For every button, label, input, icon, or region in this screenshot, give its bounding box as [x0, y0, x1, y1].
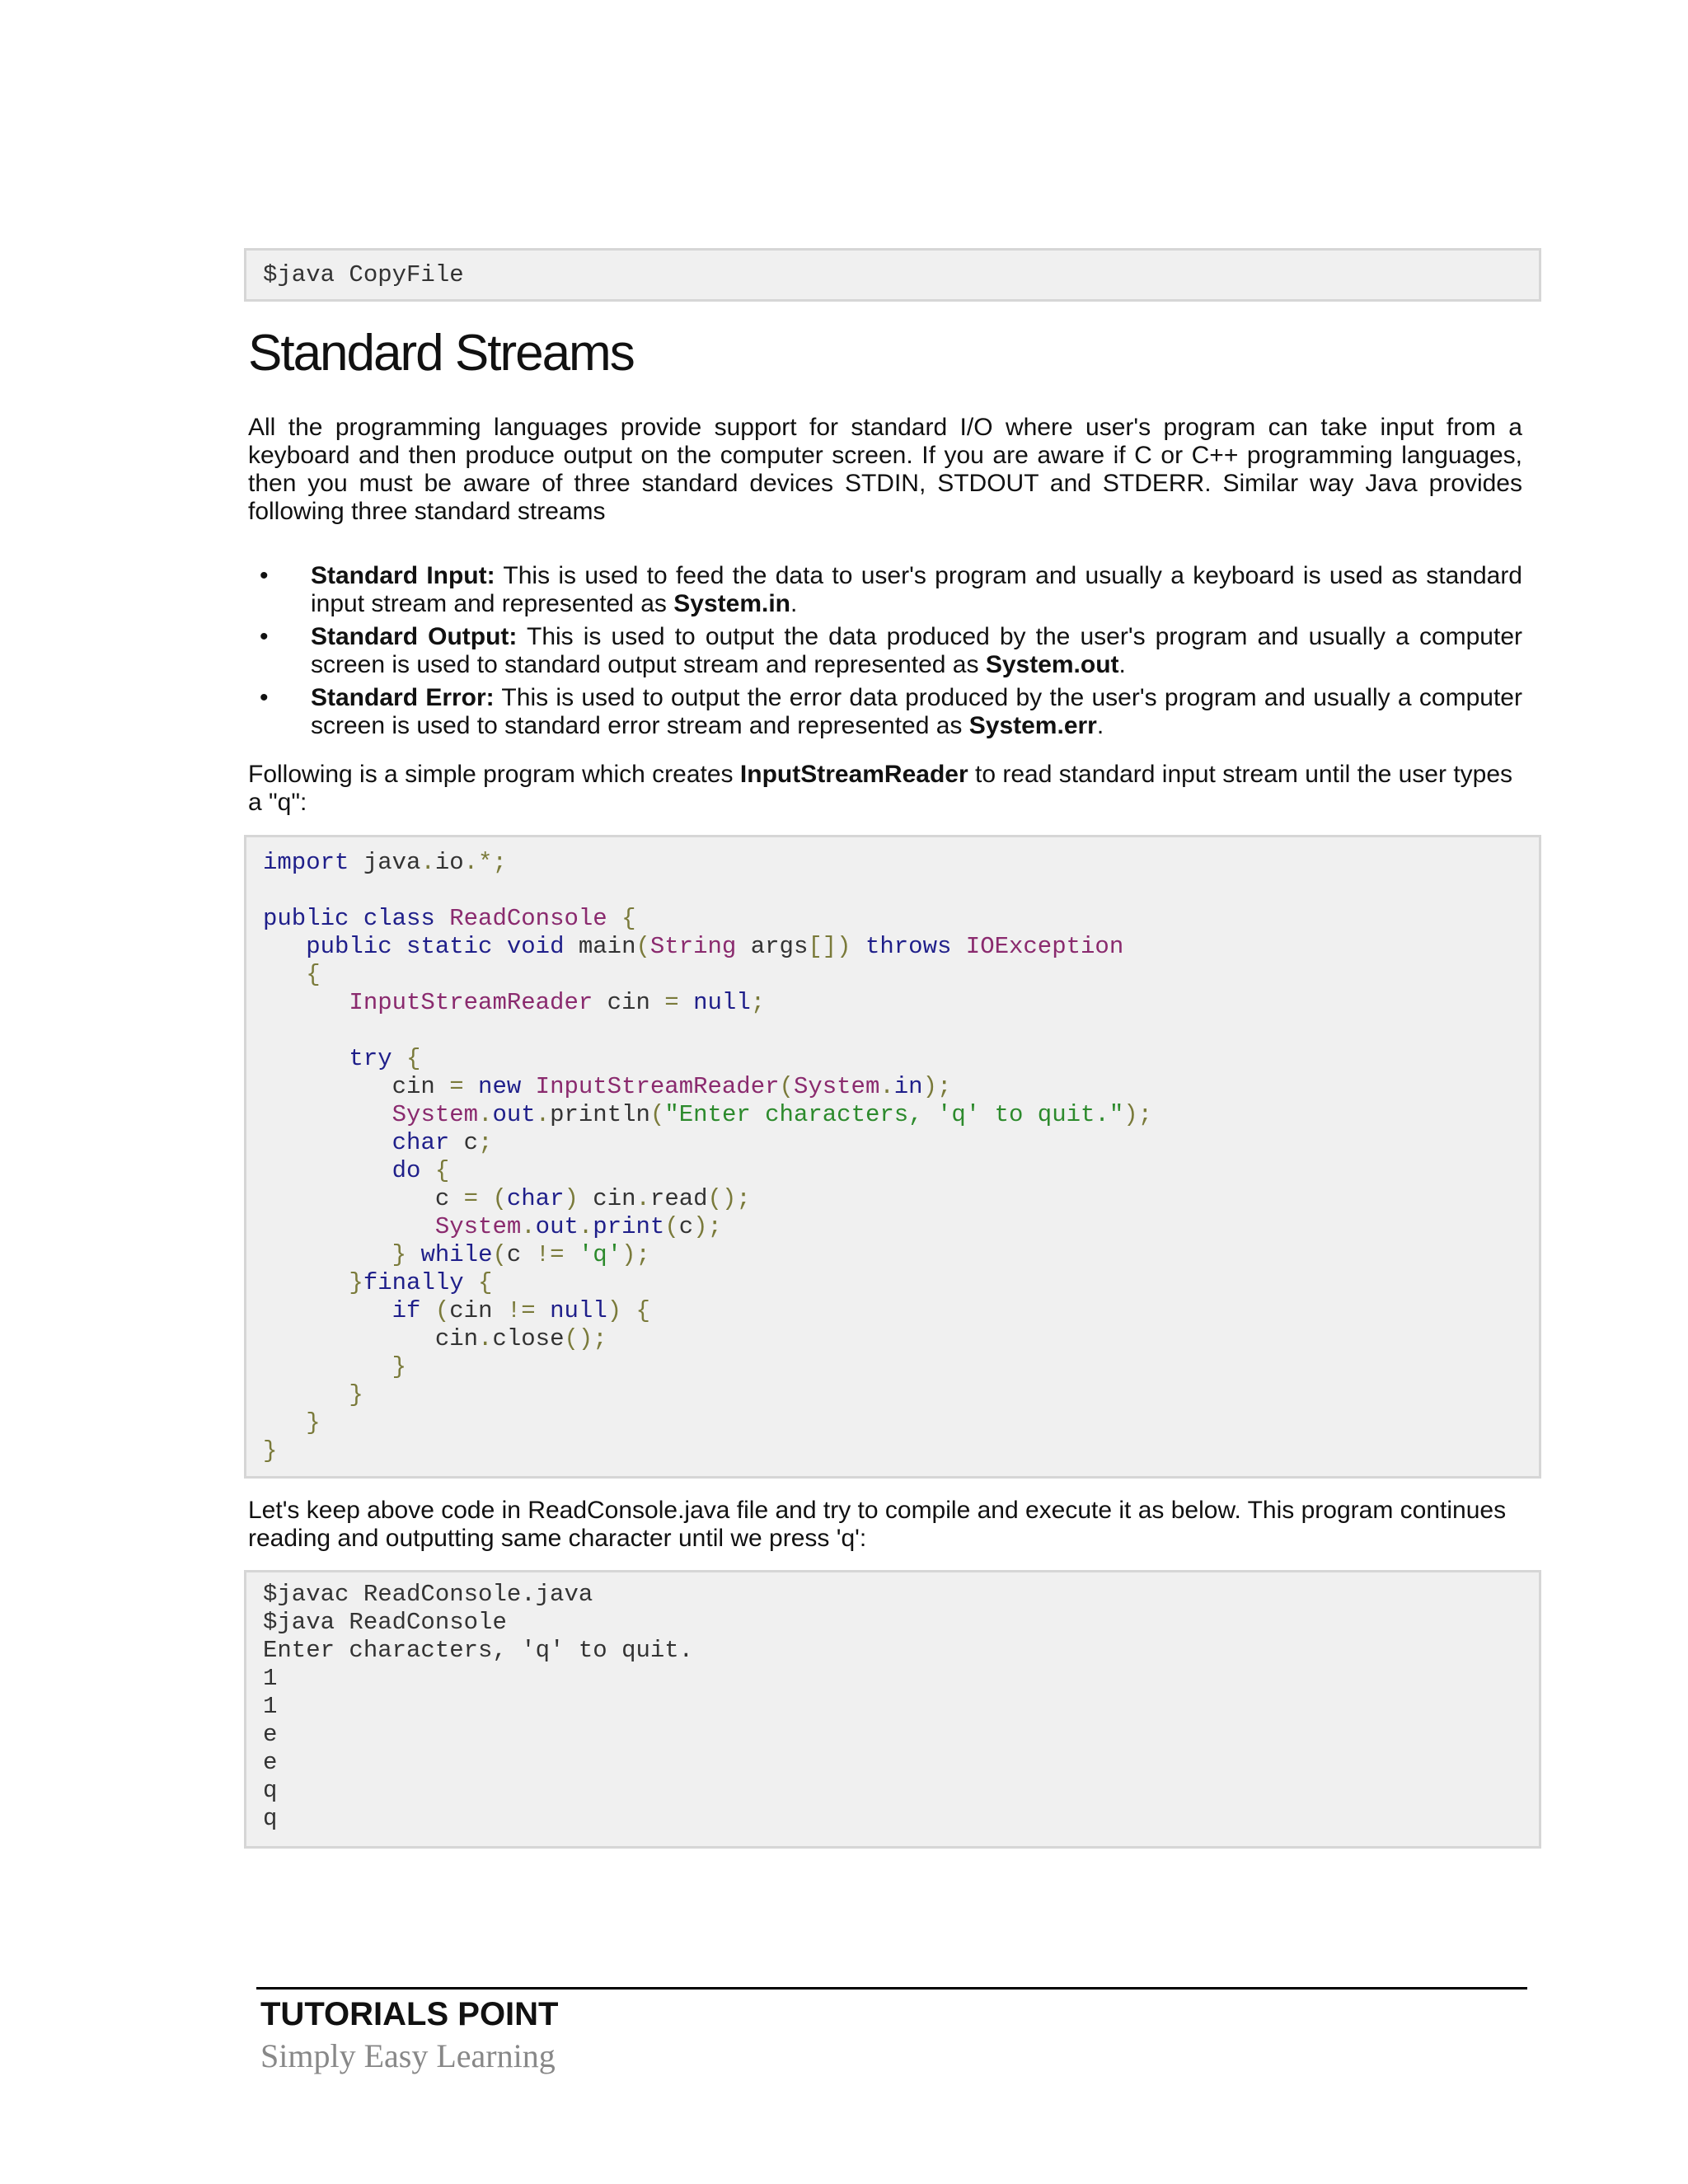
- code-token: char: [506, 1185, 565, 1212]
- code-token: java: [349, 849, 421, 876]
- code-token: cin: [578, 1185, 636, 1212]
- code-line: [263, 1185, 1152, 1213]
- code-token: c: [678, 1213, 694, 1240]
- code-line: [263, 1353, 1152, 1381]
- code-token: }: [392, 1353, 407, 1380]
- code-line: [263, 1409, 1152, 1437]
- output-text: $javac ReadConsole.java $java ReadConsole Enter characters, 'q' to quit. 1 1 e e q q: [263, 1581, 694, 1832]
- code-line: [263, 1129, 1152, 1157]
- code-token: {: [392, 1045, 421, 1072]
- code-token: IOException: [965, 933, 1124, 960]
- code-token: [263, 1129, 392, 1156]
- code-token: (: [779, 1073, 794, 1100]
- intro-paragraph: All the programming languages provide support for standard I/O where user's program can take input from a keyboard and then produce output on the computer screen. If you are aware if C or C++ programming languages, then you must be aware of three standard devices STDIN, STDOUT and STDERR. Similar way Java provides following three standard streams: [248, 414, 1522, 525]
- code-token: ) {: [607, 1297, 650, 1324]
- code-token: [263, 933, 306, 960]
- code-token: throws: [851, 933, 966, 960]
- code-token: );: [1123, 1101, 1153, 1128]
- code-token: ();: [564, 1325, 607, 1352]
- code-token: .*;: [463, 849, 507, 876]
- following-paragraph: Following is a simple program which creates InputStreamReader to read standard input stream until the user types a "q":: [248, 761, 1513, 816]
- code-token: out: [535, 1213, 579, 1240]
- code-token: close: [492, 1325, 565, 1352]
- code-line: [263, 961, 1152, 989]
- code-token: [263, 1241, 392, 1268]
- list-item: • Standard Error: This is used to output the error data produced by the user's program and usually a computer screen is used to standard error stream and represented as System.err.: [260, 684, 1522, 739]
- code-token: .: [635, 1185, 650, 1212]
- code-token: System: [434, 1213, 522, 1240]
- code-line: [263, 1297, 1152, 1325]
- code-line: [263, 1269, 1152, 1297]
- footer-brand: TUTORIALS POINT: [260, 1996, 559, 2032]
- code-token: new: [463, 1073, 536, 1100]
- code-token: =: [449, 1073, 464, 1100]
- code-token: .: [578, 1213, 593, 1240]
- code-token: ReadConsole: [449, 905, 607, 932]
- code-token: {: [420, 1157, 450, 1184]
- code-token: (: [649, 1101, 665, 1128]
- code-token: .: [535, 1101, 551, 1128]
- code-token: cin: [263, 1073, 450, 1100]
- code-token: main: [578, 933, 636, 960]
- code-token: [263, 989, 349, 1016]
- code-token: import: [263, 849, 349, 876]
- code-line: [263, 849, 1152, 877]
- code-token: c: [506, 1241, 536, 1268]
- footer-divider: [256, 1987, 1527, 1990]
- code-token: = (: [463, 1185, 507, 1212]
- code-line: [263, 1101, 1152, 1129]
- code-lines: [263, 849, 1152, 1465]
- bullet-icon: •: [260, 684, 269, 711]
- code-token: );: [621, 1241, 650, 1268]
- list-item: • Standard Input: This is used to feed the data to user's program and usually a keyboard is used as standard input stream and represented as System.in.: [260, 562, 1522, 617]
- code-token: .: [420, 849, 435, 876]
- list-item: • Standard Output: This is used to output the data produced by the user's program and usually a computer screen is used to standard output stream and represented as System.out.: [260, 623, 1522, 678]
- code-token: [263, 1213, 435, 1240]
- code-line: [263, 933, 1152, 961]
- code-token: 'q': [578, 1241, 622, 1268]
- code-token: {: [263, 961, 321, 988]
- code-token: out: [492, 1101, 536, 1128]
- code-line: [263, 1157, 1152, 1185]
- code-token: }: [392, 1241, 421, 1268]
- bullet-icon: •: [260, 623, 269, 650]
- code-line: [263, 1073, 1152, 1101]
- code-token: if: [392, 1297, 421, 1324]
- code-token: null: [550, 1297, 607, 1324]
- code-token: "Enter characters, 'q' to quit.": [664, 1101, 1124, 1128]
- code-token: (: [635, 933, 650, 960]
- code-token: args: [736, 933, 809, 960]
- code-token: =: [664, 989, 679, 1016]
- code-token: String: [649, 933, 737, 960]
- code-token: (: [492, 1241, 507, 1268]
- code-token: [263, 1045, 349, 1072]
- code-token: print: [593, 1213, 665, 1240]
- code-line: [263, 1017, 1152, 1045]
- code-token: .: [879, 1073, 894, 1100]
- code-token: null: [678, 989, 751, 1016]
- code-token: [263, 1353, 392, 1380]
- code-token: public static void: [306, 933, 579, 960]
- output-box: [244, 1570, 1541, 1849]
- code-token: finally: [363, 1269, 464, 1296]
- code-token: println: [550, 1101, 650, 1128]
- code-token: InputStreamReader: [535, 1073, 780, 1100]
- code-token: [263, 1297, 392, 1324]
- code-line: [263, 1213, 1152, 1241]
- page-title: Standard Streams: [248, 325, 634, 382]
- command-box: [244, 248, 1541, 302]
- code-token: }: [349, 1381, 363, 1408]
- code-line: [263, 1325, 1152, 1353]
- code-token: .: [478, 1325, 493, 1352]
- code-token: cin: [593, 989, 665, 1016]
- after-code-paragraph: Let's keep above code in ReadConsole.java file and try to compile and execute it as below. This program continues reading and outputting same character until we press 'q':: [248, 1497, 1507, 1552]
- code-token: }: [349, 1269, 363, 1296]
- code-token: c: [449, 1129, 479, 1156]
- code-token: [263, 1381, 349, 1408]
- code-token: ): [564, 1185, 579, 1212]
- code-token: !=: [535, 1241, 579, 1268]
- code-token: .: [521, 1213, 536, 1240]
- code-line: [263, 1241, 1152, 1269]
- code-token: try: [349, 1045, 392, 1072]
- code-token: );: [693, 1213, 722, 1240]
- code-token: public class: [263, 905, 450, 932]
- code-token: {: [607, 905, 636, 932]
- code-token: io: [434, 849, 464, 876]
- footer-tagline: Simply Easy Learning: [260, 2037, 556, 2074]
- stream-list: [248, 562, 1522, 745]
- bullet-icon: •: [260, 562, 269, 589]
- code-token: {: [463, 1269, 493, 1296]
- code-token: }: [306, 1409, 321, 1436]
- code-token: (: [420, 1297, 450, 1324]
- code-token: !=: [506, 1297, 551, 1324]
- code-token: while: [420, 1241, 493, 1268]
- command-text: $java CopyFile: [263, 261, 464, 288]
- code-line: [263, 905, 1152, 933]
- code-token: in: [893, 1073, 923, 1100]
- code-token: [263, 1157, 392, 1184]
- code-token: InputStreamReader: [349, 989, 593, 1016]
- code-token: System: [793, 1073, 880, 1100]
- code-block: [244, 835, 1541, 1479]
- code-token: [263, 1101, 392, 1128]
- code-line: [263, 1437, 1152, 1465]
- code-token: System: [392, 1101, 479, 1128]
- code-token: );: [922, 1073, 952, 1100]
- code-token: read: [649, 1185, 708, 1212]
- code-token: c: [263, 1185, 464, 1212]
- code-line: [263, 989, 1152, 1017]
- code-token: ;: [478, 1129, 493, 1156]
- code-token: cin: [263, 1325, 479, 1352]
- code-line: [263, 1045, 1152, 1073]
- code-token: ();: [707, 1185, 751, 1212]
- code-token: []): [808, 933, 851, 960]
- code-token: ;: [750, 989, 766, 1016]
- code-line: [263, 1381, 1152, 1409]
- code-token: }: [263, 1437, 278, 1465]
- code-token: [263, 1409, 306, 1436]
- code-token: cin: [449, 1297, 507, 1324]
- code-token: do: [392, 1157, 421, 1184]
- code-line: [263, 877, 1152, 905]
- code-token: (: [664, 1213, 679, 1240]
- code-token: .: [478, 1101, 493, 1128]
- code-token: [263, 1269, 349, 1296]
- code-token: char: [392, 1129, 450, 1156]
